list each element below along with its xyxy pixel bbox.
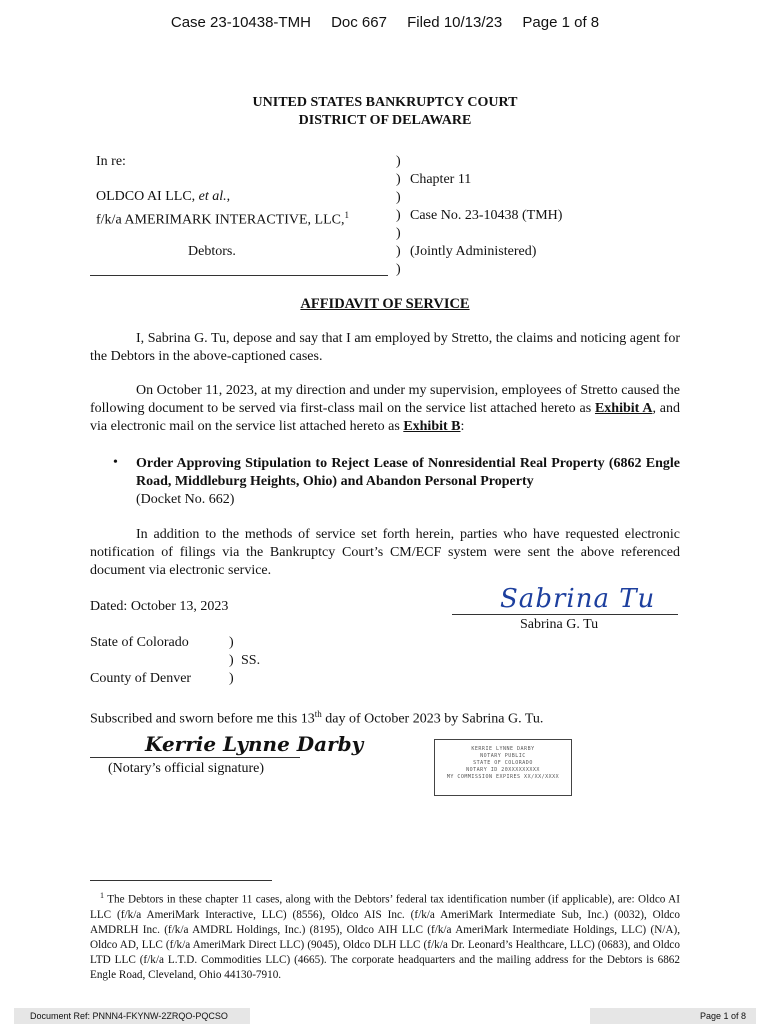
notary-stamp: [434, 739, 572, 796]
filing-header: [0, 14, 770, 31]
court-name: [0, 94, 770, 130]
sworn-statement: [90, 705, 543, 729]
caption-debtors: Debtors.: [188, 244, 236, 259]
stamp-line-3: STATE OF COLORADO: [473, 760, 533, 766]
dated-line: Dated: October 13, 2023: [90, 599, 229, 614]
paren-4: ): [396, 208, 401, 223]
paragraph-1: I, Sabrina G. Tu, depose and say that I am employed by Stretto, the claims and noticing agent for the Debtors in the above-captioned cases.: [90, 331, 680, 364]
paren-6: ): [396, 244, 401, 259]
stamp-line-1: KERRIE LYNNE DARBY: [471, 746, 535, 752]
notary-signature: Kerrie Lynne Darby: [145, 732, 364, 756]
paragraph-2: [90, 382, 680, 436]
paragraph-3: In addition to the methods of service set forth herein, parties who have requested electronic notification of filings via the Bankruptcy Court’s CM/ECF system were sent the above referenced document via electronic service.: [90, 527, 680, 578]
p2-text-b: , and via electronic mail on the service list attached hereto as: [90, 401, 680, 434]
p2-text-c: :: [460, 419, 465, 434]
court-line-1: UNITED STATES BANKRUPTCY COURT: [252, 95, 518, 110]
paren-2: ): [396, 172, 401, 187]
doc-number-header: Doc 667: [331, 14, 387, 31]
signer-name: Sabrina G. Tu: [520, 617, 599, 632]
paren-1: ): [396, 154, 401, 169]
filed-date-header: Filed 10/13/23: [407, 14, 503, 31]
exhibit-b-ref: Exhibit B: [403, 419, 461, 434]
notary-label: (Notary’s official signature): [108, 761, 265, 776]
fka-text: f/k/a AMERIMARK INTERACTIVE, LLC,: [96, 212, 345, 228]
sworn-sup: th: [314, 709, 322, 719]
p2-text-a: On October 11, 2023, at my direction and under my supervision, employees of Stretto caused the following document to be served via first-class mail on the service list attached hereto as: [90, 383, 680, 416]
footer-page: Page 1 of 8: [590, 1008, 756, 1024]
footnote-text: The Debtors in these chapter 11 cases, along with the Debtors’ federal tax identification number (if applicable), are: Oldco AI LLC (f/k/a AmeriMark Interactive, LLC) (8556), Oldco AIS Inc. (f/k/a AmeriMark Intermediate Sub, Inc.) (0032), Oldco AMDRLH Inc. (f/k/a AMDRL Holdings, Inc.) (8195), Oldco AIH LLC (f/k/a AmeriMark Intermediate Holdings, LLC) (N/A), Oldco AD, LLC (f/k/a AmeriMark Direct LLC) (9045), Oldco DLH LLC (f/k/a Dr. Leonard’s Healthcare, LLC) (0683), and Oldco LTD LLC (f/k/a L.T.D. Commodities LLC) (4665). The corporate headquarters and the mailing address for the Debtors is 6862 Engle Road, Cleveland, Ohio 44130-7910.: [90, 893, 680, 981]
venue-ss: SS.: [241, 653, 261, 668]
bullet-docket: (Docket No. 662): [136, 492, 235, 507]
paren-3: ): [396, 190, 401, 205]
venue-paren-1: ): [229, 635, 234, 650]
venue-paren-2: ): [229, 653, 234, 668]
footnote-marker: 1: [100, 891, 104, 900]
paren-5: ): [396, 226, 401, 241]
caption-case-no: Case No. 23-10438 (TMH): [410, 208, 563, 223]
caption-fka: [96, 206, 349, 230]
footnote-rule: [90, 880, 272, 881]
document-title: AFFIDAVIT OF SERVICE: [300, 296, 470, 312]
caption-in-re: In re:: [96, 154, 126, 169]
footnote-ref: 1: [344, 210, 349, 220]
caption-jointly: (Jointly Administered): [410, 244, 537, 259]
footnote: [90, 888, 680, 983]
venue-state: State of Colorado: [90, 635, 189, 650]
bullet-order-title: Order Approving Stipulation to Reject Lease of Nonresidential Real Property (6862 Engle Road, Middleburg Heights, Ohio) and Abandon Personal Property: [136, 456, 680, 489]
caption-chapter: Chapter 11: [410, 172, 472, 187]
court-line-2: DISTRICT OF DELAWARE: [298, 113, 472, 128]
stamp-line-5: MY COMMISSION EXPIRES XX/XX/XXXX: [446, 774, 560, 780]
comma-text: ,: [226, 189, 231, 204]
debtor-name-text: OLDCO AI LLC,: [96, 189, 199, 204]
stamp-line-2: NOTARY PUBLIC: [480, 753, 526, 759]
footer-doc-ref: Document Ref: PNNN4-FKYNW-2ZRQO-PQCSO: [14, 1008, 250, 1024]
et-al-text: et al.: [198, 189, 227, 204]
venue-paren-3: ): [229, 671, 234, 686]
case-number-header: Case 23-10438-TMH: [170, 14, 311, 31]
notary-signature-rule: [90, 757, 300, 758]
venue-county: County of Denver: [90, 671, 192, 686]
exhibit-a-ref: Exhibit A: [594, 401, 653, 416]
sworn-text-a: Subscribed and sworn before me this 13: [90, 711, 315, 727]
affiant-signature: Sabrina Tu: [500, 584, 656, 614]
caption-rule: [90, 275, 388, 276]
sworn-text-b: day of October 2023 by Sabrina G. Tu.: [321, 711, 544, 727]
stamp-line-4: NOTARY ID 20XXXXXXXXX: [466, 767, 540, 773]
bullet-dot: •: [113, 455, 118, 470]
paren-7: ): [396, 262, 401, 277]
page-number-header: Page 1 of 8: [522, 14, 600, 31]
signature-rule: [452, 614, 678, 615]
caption-debtor-name: [96, 188, 230, 206]
